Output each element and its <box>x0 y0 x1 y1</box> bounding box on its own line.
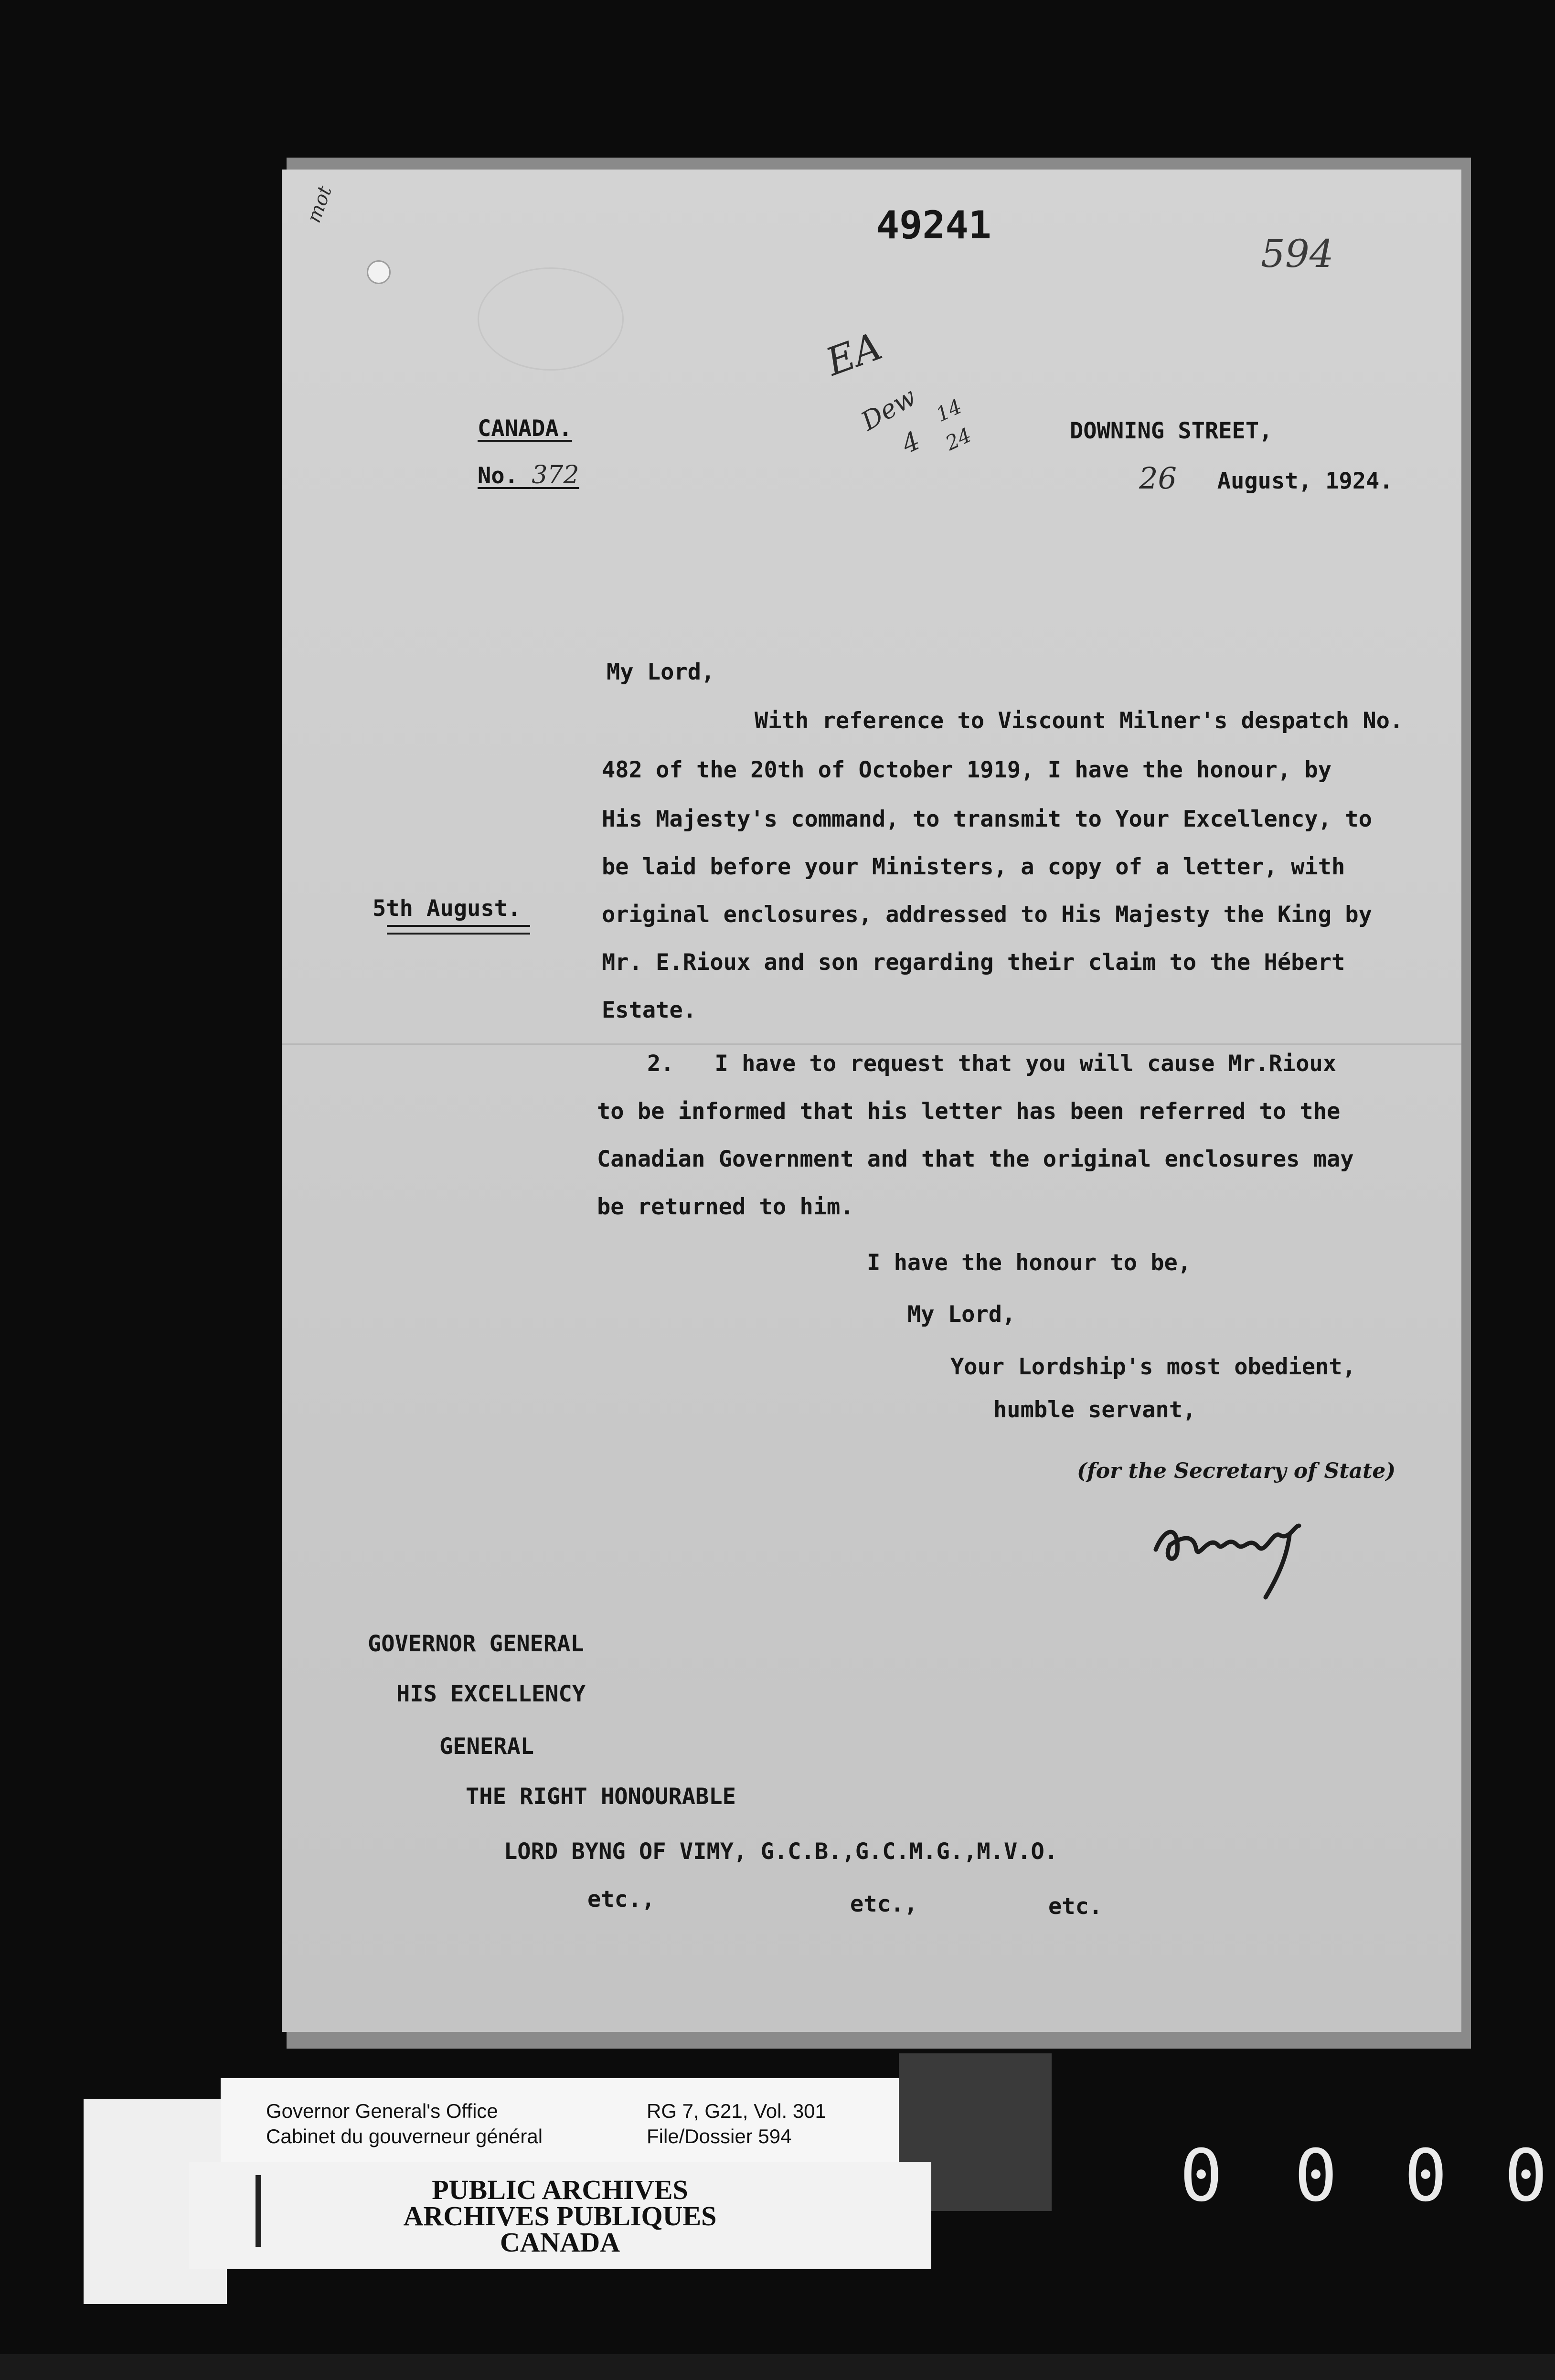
folio-number: 594 <box>1261 232 1334 276</box>
letter-date <box>1139 461 1393 496</box>
etc-3: etc. <box>1048 1893 1103 1920</box>
archive-institution-label <box>189 2162 931 2269</box>
institution-line-3: CANADA <box>500 2227 620 2258</box>
closing-line-4: humble servant, <box>993 1397 1196 1423</box>
film-edge <box>0 2354 1555 2380</box>
handwritten-dew: Dew <box>856 381 922 437</box>
paragraph1-line-7: Estate. <box>602 997 697 1023</box>
address: DOWNING STREET, <box>1070 418 1273 444</box>
archive-reference-label <box>221 2078 899 2162</box>
paragraph1-line-5: original enclosures, addressed to His Majesty the King by <box>602 902 1372 928</box>
frame-counter-digit-4: 0 <box>1504 2135 1548 2218</box>
handwritten-signature <box>1151 1507 1309 1602</box>
etc-2: etc., <box>850 1891 918 1917</box>
paragraph1-line-3: His Majesty's command, to transmit to Your Excellency, to <box>602 806 1372 832</box>
office-french: Cabinet du gouverneur général <box>266 2125 543 2147</box>
page-fold <box>282 1043 1461 1045</box>
institution-line-2: ARCHIVES PUBLIQUES <box>403 2200 717 2231</box>
addressee-line-1: GOVERNOR GENERAL <box>368 1631 584 1657</box>
date-day: 26 <box>1139 461 1177 496</box>
paragraph1-line-1: With reference to Viscount Milner's despatch No. <box>755 708 1404 734</box>
addressee-line-5: LORD BYNG OF VIMY, G.C.B.,G.C.M.G.,M.V.O. <box>504 1838 1058 1865</box>
institution-line-1: PUBLIC ARCHIVES <box>432 2174 688 2205</box>
paragraph1-line-6: Mr. E.Rioux and son regarding their claim to the Hébert <box>602 949 1345 976</box>
closing-line-3: Your Lordship's most obedient, <box>950 1354 1356 1380</box>
addressee-line-4: THE RIGHT HONOURABLE <box>466 1784 736 1810</box>
frame-counter-digit-1: 0 <box>1180 2135 1223 2218</box>
label-mark <box>256 2175 261 2247</box>
punch-hole <box>367 260 391 284</box>
handwritten-initials: EA <box>820 323 888 385</box>
record-group-reference: RG 7, G21, Vol. 301 <box>647 2100 826 2122</box>
embossed-seal <box>478 267 624 371</box>
addressee-line-3: GENERAL <box>439 1733 534 1760</box>
file-number: 49241 <box>876 203 991 247</box>
margin-date: 5th August. <box>373 895 522 922</box>
margin-date-underline-2 <box>387 933 530 935</box>
paragraph1-line-2: 482 of the 20th of October 1919, I have the honour, by <box>602 757 1332 783</box>
paragraph2-line-2: to be informed that his letter has been referred to the <box>597 1098 1341 1125</box>
date-rest: August, 1924. <box>1217 468 1393 494</box>
despatch-number <box>478 461 579 489</box>
closing-line-1: I have the honour to be, <box>867 1250 1192 1276</box>
paragraph2-line-4: be returned to him. <box>597 1194 854 1220</box>
salutation: My Lord, <box>607 659 715 685</box>
despatch-no-value: 372 <box>532 461 579 489</box>
paragraph2-line-1: 2. I have to request that you will cause Mr.Rioux <box>647 1051 1337 1077</box>
paragraph2-line-3: Canadian Government and that the original enclosures may <box>597 1146 1354 1172</box>
office-english: Governor General's Office <box>266 2100 498 2122</box>
frame-counter-digit-3: 0 <box>1404 2135 1448 2218</box>
letter-page <box>282 170 1461 2032</box>
signature-stamp: (for the Secretary of State) <box>1077 1459 1396 1483</box>
paragraph1-line-4: be laid before your Ministers, a copy of a letter, with <box>602 854 1345 880</box>
closing-line-2: My Lord, <box>907 1301 1016 1328</box>
frame-counter-digit-2: 0 <box>1294 2135 1338 2218</box>
margin-date-underline-1 <box>387 925 530 927</box>
file-dossier: File/Dossier 594 <box>647 2125 792 2147</box>
handwritten-date-a: 4 <box>897 425 925 460</box>
handwritten-date-b: 14 <box>932 394 966 426</box>
despatch-no-label: No. <box>478 463 518 489</box>
margin-note: mot <box>303 183 337 226</box>
addressee-line-2: HIS EXCELLENCY <box>396 1681 586 1707</box>
etc-1: etc., <box>587 1886 655 1912</box>
handwritten-date-c: 24 <box>942 423 975 455</box>
country-heading: CANADA. <box>478 415 573 442</box>
